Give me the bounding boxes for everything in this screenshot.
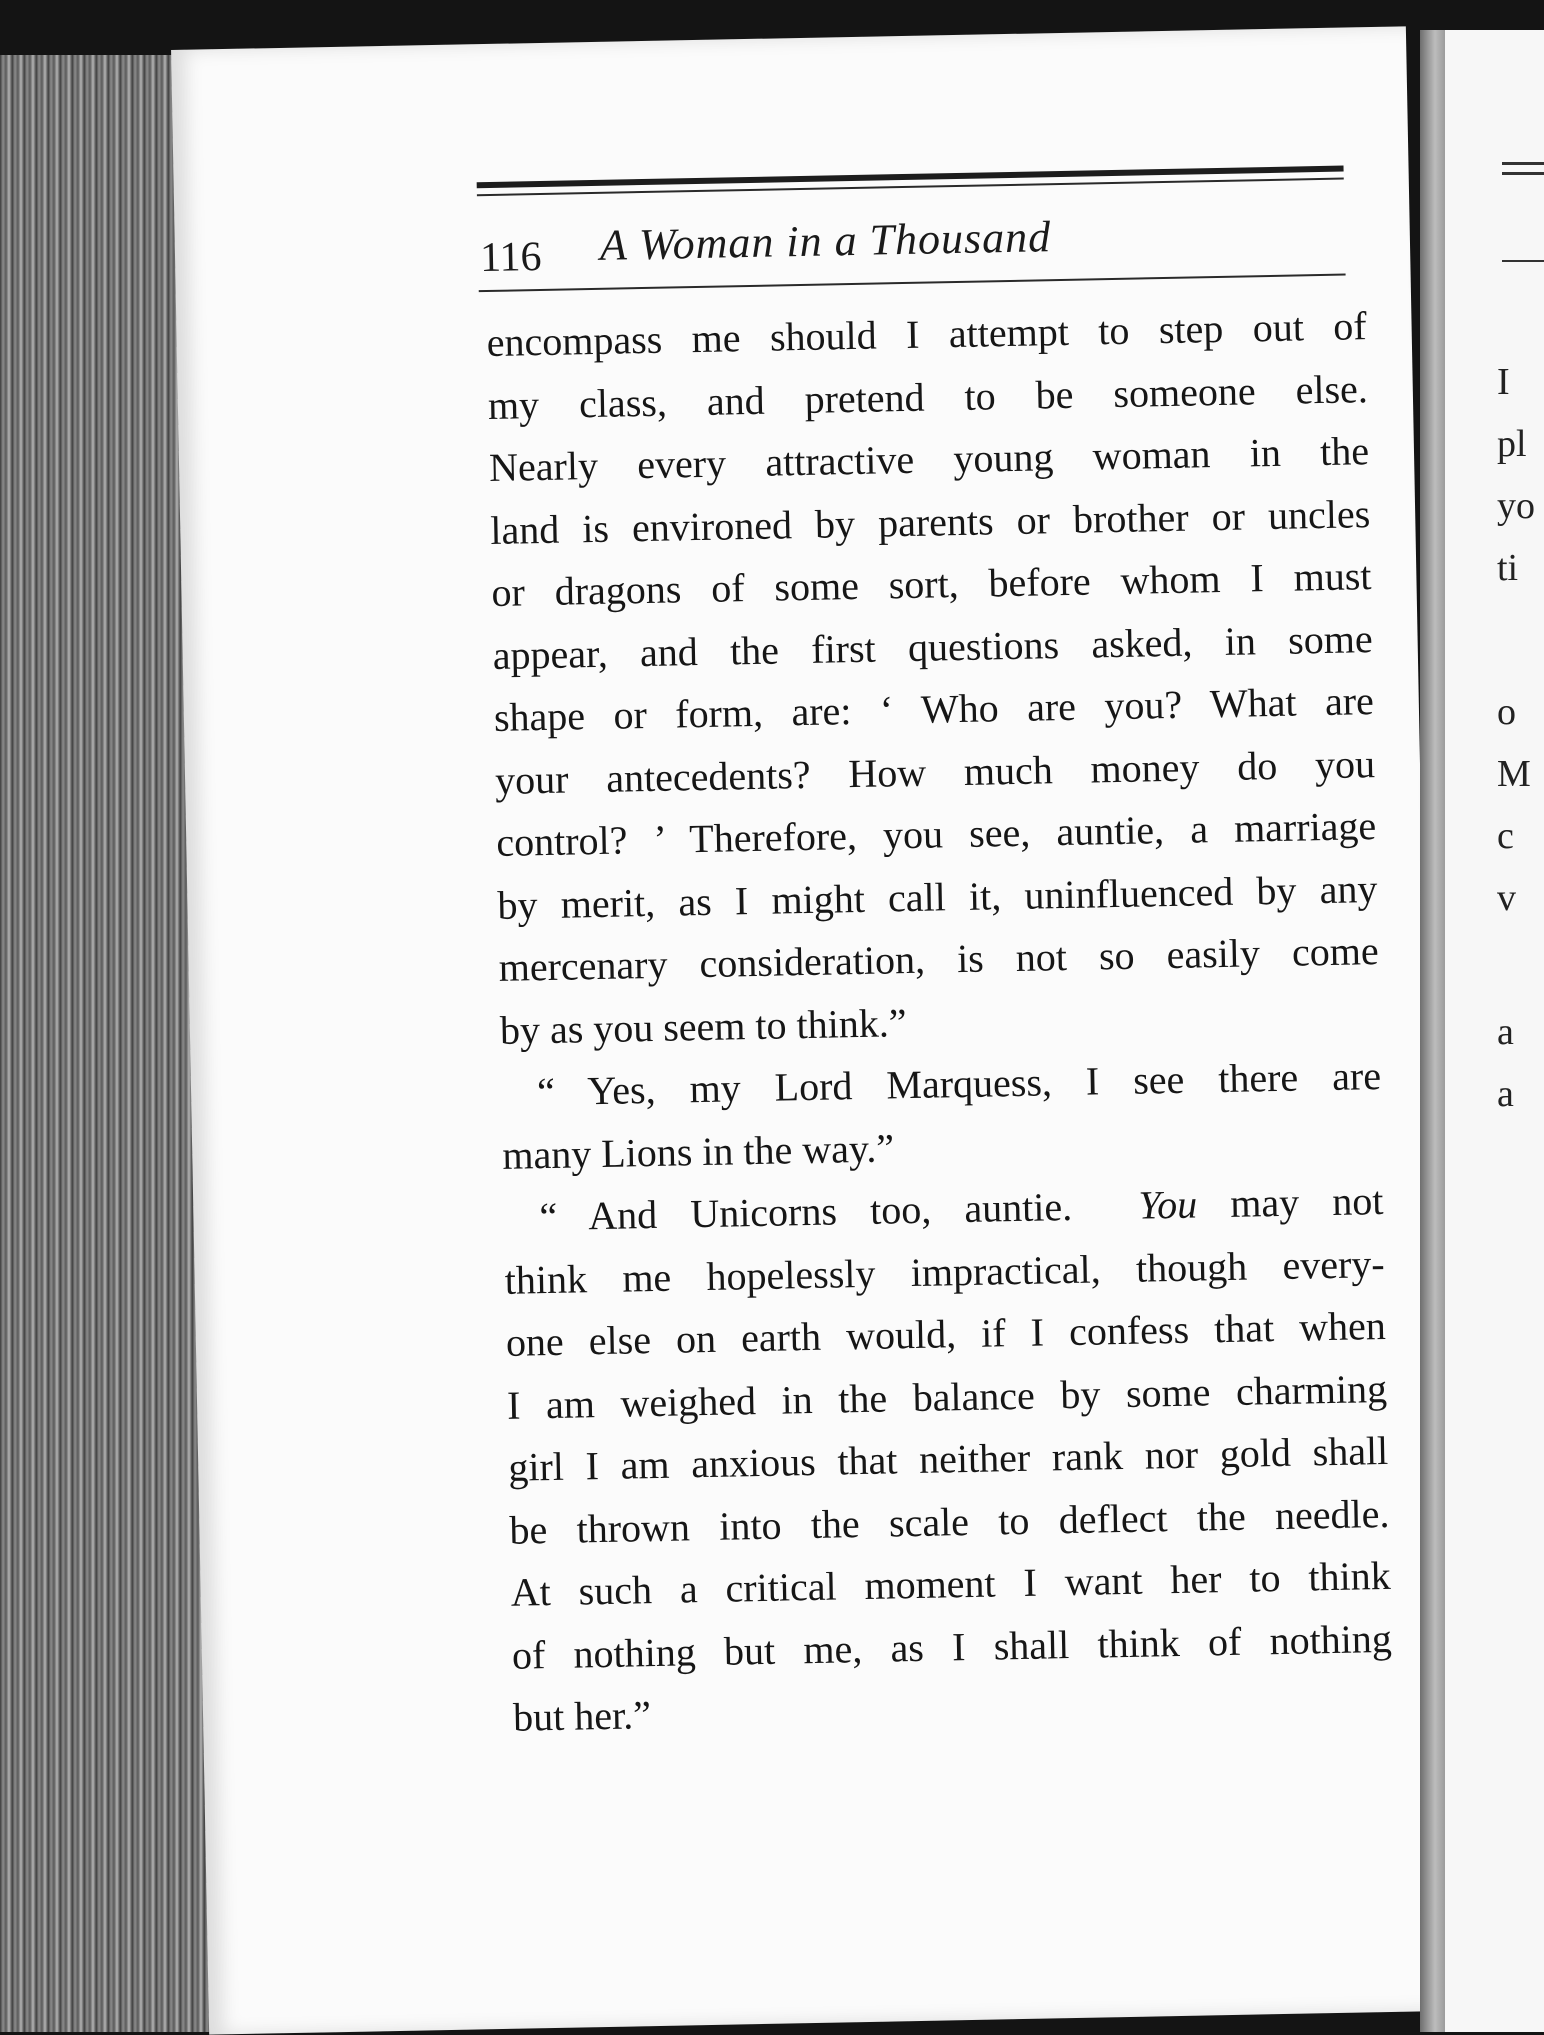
- text-line: encompass me should I attempt to step out of: [486, 303, 1368, 366]
- text-line: my class, and pretend to be someone else.: [487, 365, 1369, 428]
- header-rule-bottom: [479, 274, 1346, 293]
- text-line: shape or form, are: ‘ Who are you? What are: [493, 678, 1375, 740]
- header-rule-thick: [477, 166, 1344, 189]
- text-line: of nothing but me, as I shall think of nothing: [511, 1615, 1393, 1678]
- text-line: by as you seem to think.”: [499, 999, 907, 1053]
- next-page-rule: [1502, 260, 1544, 262]
- text-line: mercenary consideration, is not so easily come: [498, 928, 1380, 990]
- next-page-fragment: o: [1497, 691, 1516, 733]
- next-page-rule: [1502, 162, 1544, 165]
- text-line: think me hopelessly impractical, though every-: [504, 1240, 1386, 1303]
- running-head-title: A Woman in a Thousand: [599, 212, 1052, 270]
- book-page: [171, 26, 1444, 2034]
- body-text: [486, 295, 1393, 1749]
- next-page-fragment: yo: [1497, 485, 1535, 527]
- text-span: “ And Unicorns too, auntie.: [539, 1183, 1073, 1240]
- text-line: Nearly every attractive young woman in the: [488, 428, 1370, 491]
- text-line: girl I am anxious that neither rank nor gold shall: [507, 1427, 1389, 1490]
- page-number: 116: [479, 233, 542, 282]
- text-line: or dragons of some sort, before whom I must: [491, 553, 1372, 615]
- text-line: “ Yes, my Lord Marquess, I see there are: [536, 1053, 1382, 1115]
- next-page-fragment: c: [1497, 815, 1514, 857]
- text-line: by merit, as I might call it, uninfluenced by any: [497, 865, 1378, 928]
- next-page-fragment: I: [1497, 361, 1510, 403]
- text-line: land is environed by parents or brother or uncles: [489, 490, 1371, 553]
- text-line: your antecedents? How much money do you: [494, 740, 1376, 803]
- italic-emphasis: You: [1138, 1181, 1198, 1228]
- text-line: I am weighed in the balance by some charming: [506, 1365, 1388, 1428]
- next-page-fragment: a: [1497, 1011, 1514, 1053]
- next-page-fragment: pl: [1497, 423, 1527, 465]
- next-page-fragment: a: [1497, 1073, 1514, 1115]
- text-line: control? ’ Therefore, you see, auntie, a marriage: [495, 803, 1377, 865]
- text-line: be thrown into the scale to deflect the needle.: [509, 1490, 1390, 1553]
- text-span: may not: [1229, 1177, 1384, 1226]
- text-line: one else on earth would, if I confess that when: [505, 1302, 1387, 1365]
- next-page-fragment: M: [1497, 753, 1531, 795]
- next-page-edge: [1445, 30, 1544, 2032]
- text-line: many Lions in the way.”: [501, 1124, 895, 1178]
- text-line: but her.”: [512, 1692, 652, 1740]
- text-line: At such a critical moment I want her to think: [510, 1552, 1392, 1615]
- next-page-fragment: ti: [1497, 547, 1519, 589]
- next-page-rule: [1502, 172, 1544, 175]
- next-page-fragment: v: [1497, 877, 1516, 919]
- text-line: appear, and the first questions asked, in some: [492, 615, 1374, 678]
